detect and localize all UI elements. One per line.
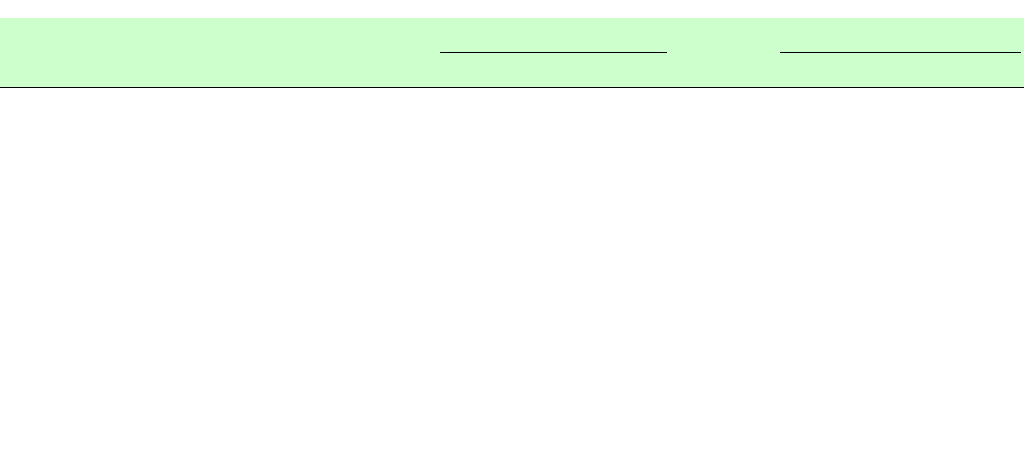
subsidio-underline-aposentado [780, 52, 1021, 53]
header-bottom-border [0, 87, 1024, 88]
table-header-background [0, 18, 1024, 88]
subsidio-underline-ativo [440, 52, 667, 53]
